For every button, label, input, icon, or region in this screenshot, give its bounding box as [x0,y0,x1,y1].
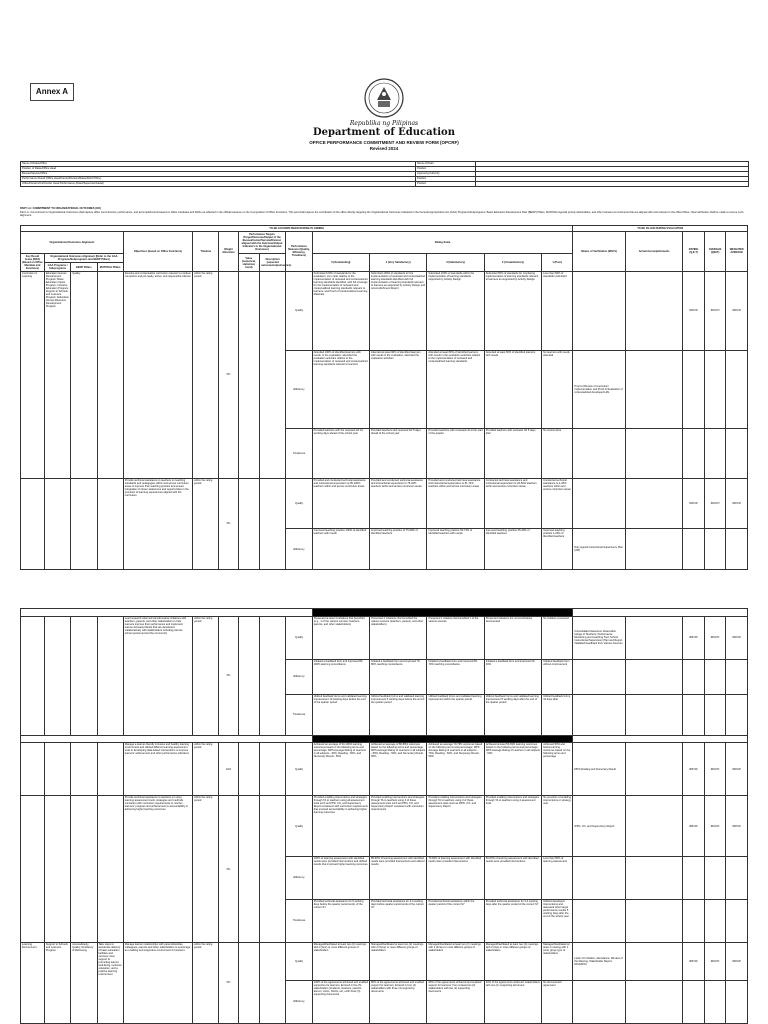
rating-r5: Attended 100% of identified learners with needs. in the evaluation; attended the evaluation activities relative to the implementation of reviewed and contextualized learning standards relevant to learners [312,350,369,429]
rating-r4: 85-99% of learning assessment with identified needs were provided interventions and utilized results [370,856,427,899]
weighted-cell [726,529,748,570]
rating-r5: Managed/Facilitated at least two (2) meetings with 3 (four) or more different groups of stakeholders [312,942,369,980]
form-title: OFFICE PERFORMANCE COMMITMENT AND REVIEW FORM (OPCRF) [309,140,459,145]
info-left-label: Position of Ratee/Office Head [21,167,416,172]
weighted-cell [726,856,748,899]
measure-row [21,796,748,857]
measure-type: Efficiency [286,659,312,694]
weighted-cell: #DIV/0! [726,942,748,980]
rating-r5: Provided enabling interventions and strategies through TA to teachers using all assessment tools such as IPPD, CO, and Supervisory Report consistent with curriculum requirements that ensured accountability in achieving higher learning outcomes [312,796,369,857]
row-objective: Provide technical assistance to teachers on using learning assessment tools, strategies and methods consistent with curriculum requirements to monitor learners' progress and achievement to accountability in achieving higher learning outcomes [123,796,192,943]
rating-r1: Utilized feedback forms 10 days after [542,695,573,735]
rating-r5: Provided and conducted technical assistance and instructional supervision to 95-100% teachers within and across curriculum areas [312,478,369,529]
mov-cell: Letter of Invitation; Attendance; Minutes of the Meeting; Stakeholder Report; MOA/MOU [573,942,626,980]
row-kra [21,478,45,569]
average-cell: #DIV/0! [704,942,726,980]
row-weight: 5% [219,478,238,569]
rating-r3: Achieved an average 70-79% outcomes based on the following terms and percentage: MPS Average Rating of Learners in all subjects - 70%, Reading - 50%, and Numeracy Result - 50% [427,743,484,796]
rating-r4: Provided technical assistance for 3-4 working days before quarter period ends of the current SY [370,899,427,942]
deped-seal-logo [364,78,404,118]
annex-label: Annex A [30,83,74,101]
rating-r5: Utilized feedback forms and validated learning improvement 10 working days before the end of the quarter period [312,695,369,735]
rating-r5: Provided technical assistance for 5 working days before the quarter period ends, of the current SY [312,899,369,942]
row-matatag [97,796,123,943]
rating-r2: 40% of the agreements achieved; stakeholders with one (1) supporting document [484,980,541,1023]
rating-r2: Initiated a feedback form and improved 20-49% [484,659,541,694]
row-gaa [44,796,70,943]
department-title: Department of Education [313,127,455,138]
rating-r1: No documented agreement [542,980,573,1023]
mov-cell: Duly signed Instructional Supervisory Plan (ISP) [573,529,626,570]
row-weight: 10% [219,743,238,796]
rating-r1: Managed/Facilitated at least 1 meeting with 1 (one) group type of stakeholders [542,942,573,980]
average-cell [704,529,726,570]
rating-cell [683,659,705,694]
rating-r5: Presented at least 3 initiatives that benefited (e.g., 1 of the various sources: teachers, parents, and other stakeholders) [312,616,369,659]
weight-heading: Weight Allocation [219,231,238,271]
info-value [476,182,749,187]
measure-row [21,272,748,351]
info-right-label: Position [416,182,476,187]
section-band [21,735,748,743]
row-objective: Manage a learner-friendly inclusive and healthy learning environment and utilized different learning assessment tools in developing data-based interventions to improve learners' achievement and other performance indicators [123,743,192,796]
row-matatag [97,272,123,479]
rating-r2: Improved teaching practice 25-49% of identified teachers [484,529,541,570]
mov-cell: Consolidated classroom observation ratings of Teachers; Performance Monitoring and Coaching Tool; School Instructional Supervisory Plan and Report; Validated Feedback from Various Sources [573,616,626,659]
oo-heading: Organizational Outcomes Alignment (Refer to the GAA Programs/Subprograms and BEDP Pillars) [44,254,123,263]
mov-cell: IPPD, CO, and Supervisory Report [573,796,626,857]
rating-r2: Provided enabling interventions and strategies through TA to teachers using 2 assessment tools [484,796,541,857]
rating-r4: Provided teachers with reviewed LR 5 days ahead of the school year [370,429,427,478]
row-weight: 5% [219,272,238,479]
timeline-heading: Timeline [193,231,219,271]
row-timeline: within the rating period [193,272,219,479]
mov-heading: Means of Verification (MOVs) [573,231,626,271]
gaa-heading: GAA Programs / Subprograms [44,263,70,272]
rating-r2: Attended at least 60% of identified learners with needs [484,350,541,429]
rating-r3: Provided enabling interventions and strategies through TA to teachers using 3 of these assessment tools such as IPPD, CO, and Supervisory Report [427,796,484,857]
weighted-cell: #DIV/0! [726,796,748,857]
row-target-description [260,478,286,569]
rating-r3: Attended at least 80% of identified learners with needs in the evaluation activities relative to the implementation of reviewed and contextualized learning standards [427,350,484,429]
row-target-description [260,743,286,796]
row-bedp [71,616,97,735]
rating-r2: Submitted 50% of standards for monitoring implementation of learning standards relevant to learners as supported by Activity Design [484,272,541,351]
row-matatag: Take steps to accelerate delivery of basic education facilities and services; Give support to promoting learner well-being, inclusive education, and a positive learning environment [97,942,123,1023]
band-black [312,735,573,743]
rating-r3: Managed/Facilitated at least two (2) meetings with 2 (three) or more different groups of stakeholders [427,942,484,980]
row-gaa [44,616,70,735]
rating-2-heading: 2 (Unsatisfactory) [484,254,541,272]
info-right-label: Position [416,167,476,172]
info-left-label: Performance Period (Office Head/Center/Division/Ratee/Field Office) [21,177,416,182]
measure-type: Quality [286,272,312,351]
actual-heading: Actual Accomplishments [625,231,682,271]
rating-r2: Provided teachers with reviewed LR 5 days after [484,429,541,478]
rating-r1: Less than 50% of standards submitted [542,272,573,351]
matatag-heading: MATATAG Pillars [97,263,123,272]
rating-cell: #DIV/0! [683,743,705,796]
actual-cell [625,695,682,735]
actual-cell [625,429,682,478]
mov-cell [573,478,626,529]
targets-heading: Performance Targets (Target/Outcome/Output of the Bureau/Center/Service/Division aligned with the Outcome/Output Indicators in the Organizational Outcomes) [238,231,286,253]
row-objective: Lead research-informed transformative initiatives with teachers, parents, and other stakeholders to help learners improve their performance and implement learner-focused policies that are developed collaboratively with stakeholders including parents, school personnel and the community [123,616,192,735]
rating-r3: Provided and conducted technical assistance and instructional supervision to 51-74% teachers within and across curriculum areas [427,478,484,529]
measure-type: Timeliness [286,429,312,478]
rating-r5: Achieved an average of 90-100% learning outcomes based on the following terms and percentage: MPS Average Rating of Learners in all subjects - 90%, Reading - 50%, and Numeracy Result - 50% [312,743,369,796]
average-cell: #DIV/0! [704,478,726,529]
actual-cell [625,899,682,942]
weighted-cell [726,429,748,478]
weighted-cell [726,695,748,735]
republic-label: Republika ng Pilipinas [349,120,419,127]
row-weight: 5% [219,616,238,735]
row-target-description [260,272,286,479]
row-timeline: within the rating period [193,942,219,1023]
measure-type: Timeliness [286,899,312,942]
row-target-value [238,272,260,479]
info-left-label: Name of Ratee/Office [21,162,416,167]
mov-cell: MPS Reading and Numeracy Result [573,743,626,796]
row-bedp: Quality [71,272,97,479]
rating-r5: 100% of learning assessment with identified needs were provided interventions and utilized results that improved higher learning outcomes [312,856,369,899]
row-target-value [238,942,260,1023]
actual-cell [625,478,682,529]
weighted-cell [726,350,748,429]
rating-1-heading: 1 (Poor) [542,254,573,272]
band-spacer [21,735,313,743]
actual-cell [625,272,682,351]
measure-type: Efficiency [286,350,312,429]
opcrf-table-page-1 [20,225,748,570]
ratee-info-table [20,161,749,187]
rating-r4: Attended at least 90% of identified learners with needs in the evaluation; attended the evaluation activities [370,350,427,429]
rating-3-heading: 3 (Satisfactory) [427,254,484,272]
row-weight: 5% [219,942,238,1023]
rating-r4: Improved teaching practice of 75-99% of identified teachers [370,529,427,570]
rating-r1: No provision of enabling interventions or strategy sets [542,796,573,857]
measure-type: Quality [286,942,312,980]
rating-r1: Conducted technical assistance to 1-25% teachers within and across curriculum areas [542,478,573,529]
description-heading: Description (expected outcome/output/service) [260,254,286,272]
weighted-cell: #DIV/0! [726,743,748,796]
row-timeline: within the rating period [193,616,219,735]
measure-type: Quality [286,796,312,857]
rating-r5: Improved teaching practice 100% of identified teachers with needs [312,529,369,570]
rating-r2: Presented initiatives but no beneficiaries documented [484,616,541,659]
measure-type: Timeliness [286,695,312,735]
row-gaa [44,478,70,569]
rating-cell: #DIV/0! [683,478,705,529]
average-cell [704,980,726,1023]
rating-r1: Achieved 50% and below learning outcomes based on the following terms and percentage [542,743,573,796]
rating-r1: Utilized developed interventions and assessed other target performance results 5 working days after the end of the school year [542,899,573,942]
rating-r2: Managed/Facilitated at least two (2) meetings with 2 (two) or more different groups of stakeholders [484,942,541,980]
average-cell [704,659,726,694]
planning-heading: TO BE ACCOMPLISHED DURING PLANNING [21,226,573,232]
rating-4-heading: 4 (Very Satisfactory) [370,254,427,272]
row-target-value [238,743,260,796]
rating-r2: Achieved at least 50-69% learning outcomes based on the following terms and percentage: MPS Average Rating of Learners in all subjects - 50% [484,743,541,796]
part1-description: Part I-A. Commitment to Organizational Outcomes shall capture office commitments, performance, and accomplishments based on office mandates and KRAs as reflected in the official issuance on the Composition of Office Functions. This part shall capture the contribution of the office directly targeting the Organizational Outcomes indicated in the General Appropriation Act (GAA) Programs/Subprograms, Basic Education Development Plan (BEDP) Pillars, MATATAG Agenda priority deliverables, and other relevant commitments that are aligned with and relevant to the office KRAs. Clear attribution shall be made to ensure such alignment. [20,211,744,217]
band-spacer [573,609,748,617]
rating-r4: Utilized feedback forms and validated learning improvement 5 working days before the end of the quarter period [370,695,427,735]
rating-r1: No review done [542,429,573,478]
actual-cell [625,350,682,429]
measure-type: Efficiency [286,529,312,570]
measure-type: Quality [286,743,312,796]
mov-cell [573,695,626,735]
actual-cell [625,856,682,899]
rating-r3: Improved teaching practice 50-74% of identified teachers with needs [427,529,484,570]
rating-r4: Submitted 100% of standards for the implementation of reviewed and contextualized learning standards identified with full implementation of learning standards relevant to learners as supported by Activity Design and Accomplishment Report [370,272,427,351]
rating-cell [683,429,705,478]
rating-r3: Provided teachers with reviewed LR at the start of the quarter [427,429,484,478]
row-timeline: within the rating period [193,743,219,796]
rating-cell [683,695,705,735]
row-target-value [238,796,260,943]
measure-type: Efficiency [286,856,312,899]
average-cell [704,899,726,942]
actual-cell [625,529,682,570]
rating-cell [683,350,705,429]
row-matatag [97,478,123,569]
rating-r3: Utilized feedback forms and validated learning improvement within the quarter period [427,695,484,735]
rating-r3: Initiated a feedback form and improved 50-70% reaching concordance [427,659,484,694]
row-matatag [97,616,123,735]
rating-r1: Less than 50% of learning assessment [542,856,573,899]
measure-type: Efficiency [286,980,312,1023]
rating-cell [683,899,705,942]
weighted-cell: #DIV/0! [726,616,748,659]
weighted-cell [726,980,748,1023]
info-right-label: Position [416,177,476,182]
rating-heading: RATING (Q,E,T) [683,231,705,271]
rating-r3: Presented 1 initiative that benefited 1 of the various sources [427,616,484,659]
value-heading: Value (numerical, statistical, trend) [238,254,260,272]
row-kra [21,796,45,943]
row-bedp: Access/Equity, Quality, Resiliency & Well-being [71,942,97,1023]
info-left-label: Office/Division/Unit/Center Head Performance (Rater/Supervisor/Head) [21,182,416,187]
row-bedp [71,478,97,569]
kra-heading: Key Result Areas (KRA) (Based on Office Mandate and Functions) [22,255,43,271]
rating-cell [683,529,705,570]
rating-r4: Presented 2 initiatives that benefited the various sources (teachers, parents, and other stakeholders) [370,616,427,659]
mov-cell [573,272,626,351]
row-target-description [260,796,286,943]
rating-cell: #DIV/0! [683,796,705,857]
rating-r4: Initiated a feedback form and improved 70-80% reaching concordance [370,659,427,694]
rating-5-heading: 5 (Outstanding) [312,254,369,272]
actual-cell [625,743,682,796]
row-target-description [260,616,286,735]
weighted-cell [726,659,748,694]
rating-cell: #DIV/0! [683,616,705,659]
average-cell: #DIV/0! [704,743,726,796]
alignment-heading: Organizational Outcomes Alignment [21,231,124,253]
row-gaa: Education Human Development Program: Basic Education Inputs Program; Inclusive Education Program; Support to Schools and Learners Program; Education Human Resource Development Program [44,272,70,479]
actual-cell [625,796,682,857]
rating-r1: No initiative presented [542,616,573,659]
mov-cell [573,429,626,478]
rating-r5: Provided teachers with the reviewed LR 10 working days ahead of the school year [312,429,369,478]
rating-cell [683,856,705,899]
row-bedp [71,796,97,943]
weighted-cell [726,899,748,942]
measure-row [21,616,748,659]
average-cell [704,350,726,429]
actual-cell [625,942,682,980]
row-timeline: within the rating period [193,796,219,943]
row-kra [21,616,45,735]
rating-r4: Provided enabling interventions and strategies through TA to teachers using 4 of these assessment tools such as IPPD, CO, and Supervisory Report consistent with curriculum requirements [370,796,427,857]
row-objective: Manage learner relationships with parents/families, colleagues, parents and other stakeholders to encourage an enabling and supportive environment for learners [123,942,192,1023]
average-cell [704,856,726,899]
measure-row [21,743,748,796]
measure-row [21,942,748,980]
weighted-heading: WEIGHTED AVERAGE [726,231,748,271]
row-target-value [238,616,260,735]
info-left-label: Bureau/Service/Office [21,172,416,177]
average-cell [704,429,726,478]
average-cell: #DIV/0! [704,272,726,351]
opcrf-table-page-2 [20,608,748,1024]
row-target-value [238,478,260,569]
weighted-cell: #DIV/0! [726,272,748,351]
objectives-heading: Objectives (based on Office Functions) [123,231,192,271]
mov-cell [573,856,626,899]
measure-row [21,478,748,529]
row-target-description [260,942,286,1023]
actual-cell [625,980,682,1023]
info-row [21,182,749,187]
row-timeline: within the rating period [193,478,219,569]
row-bedp [71,743,97,796]
mov-cell [573,899,626,942]
rating-r3: Provided technical assistance within the quarter period of the current SY [427,899,484,942]
section-band [21,609,748,617]
band-spacer [21,609,313,617]
evaluation-heading: TO BE FILLED DURING EVALUATION [573,226,748,232]
revised-label: Revised 2024 [369,146,399,151]
part1-title: PART I-A: COMMITMENT TO ORGANIZATIONAL OUTCOMES (OO) [20,207,101,210]
row-gaa: Support to Schools and Learners Program [44,942,70,1023]
row-kra [21,743,45,796]
rating-r1: Initiated feedback form without improvement [542,659,573,694]
rating-cell [683,980,705,1023]
rating-r2: Utilized feedback forms and validated learning improvement 5 working days after the end of the quarter period [484,695,541,735]
row-kra: Learning Environment [21,942,45,1023]
row-weight: 5% [219,796,238,943]
rating-r2: Conducted technical assistance and instructional supervision to 26-50% teachers within and across curriculum areas [484,478,541,529]
mov-cell: Proof of Review of Curriculum Implementation and Proof of Evaluation of contextualized developed LMs [573,350,626,429]
rating-r3: 60% of the agreements achieved and enabled support for learners; from at least two (2) stakeholders with two (2) supporting documents [427,980,484,1023]
band-black [312,609,573,617]
row-matatag [97,743,123,796]
row-kra: Curriculum & Learning [21,272,45,479]
rating-r4: Managed/Facilitated at least two (2) meetings with 2 (three) or more different groups of stakeholders [370,942,427,980]
rating-r5: Initiated a feedback form and improved 80-100% learning concordance [312,659,369,694]
rating-r5: 100% of the agreements achieved and enabled supportive for learners; Entered in five (5) stakeholders (students, teachers, parents, alumni, LGUs, NGOs, etc.) with three (3) supporting documents [312,980,369,1023]
row-gaa [44,743,70,796]
rating-r2: Provided technical assistance for 3-4 working days after the quarter ended of the current SY [484,899,541,942]
mov-cell [573,980,626,1023]
rating-r5: Submitted 100% of standards for the evaluation; very clear relative to the implementation of reviewed and contextualized learning standards identified, with full coverage for the implementation of reviewed and contextualized learning standards relevant to learners; and Proof of Contextualized Learning Materials [312,272,369,351]
rating-cell: #DIV/0! [683,272,705,351]
rating-r1: No learners with needs attended [542,350,573,429]
average-heading: AVERAGE (Q/E/T) [704,231,726,271]
rating-r3: 70-84% of learning assessment with identified needs were provided interventions [427,856,484,899]
mov-cell [573,659,626,694]
actual-cell [625,659,682,694]
rating-cell: #DIV/0! [683,942,705,980]
average-cell: #DIV/0! [704,616,726,659]
rating-r2: 50-69% of learning assessment with identified needs were provided interventions [484,856,541,899]
measure-type: Quality [286,478,312,529]
actual-cell [625,616,682,659]
weighted-cell: #DIV/0! [726,478,748,529]
rating-r3: Submitted 100% of standards within the implementation of learning standards supported by Activity Design [427,272,484,351]
average-cell [704,695,726,735]
measure-type: Quality [286,616,312,659]
rating-r4: Achieved an average of 80-89% outcomes based on the following terms and percentage: MPS Average Rating of Learners in all subjects - 80%, Reading - 50%, and Numeracy Result - 50% [370,743,427,796]
info-right-label: Approving Authority [416,172,476,177]
measure-heading: Performance Measure (Quality, Efficiency, Timeliness) [286,231,312,271]
rating-r4: 80% of the agreements achieved and enabled support for learners; Entered in four (4) stakeholders with three (3) supporting documents [370,980,427,1023]
rating-r1: Improved teaching practice 1-24% of identified teachers [542,529,573,570]
band-spacer [573,735,748,743]
bedp-heading: BEDP Pillars [71,263,97,272]
rating-scale-heading: Rating Scale [312,231,573,253]
row-objective: Develop and contextualize curriculum relevant to produce competent and job-ready, active, and responsible citizens [123,272,192,479]
average-cell: #DIV/0! [704,796,726,857]
info-right-label: Name of Rater [416,162,476,167]
rating-r4: Provided and conducted technical assistance and instructional supervision to 75-94% teachers within and across curriculum areas [370,478,427,529]
row-objective: Provide technical assistance to teachers on teaching standards and pedagogies within and across curriculum areas to improve their teaching practice and ensure integration of career awareness and opportunities in the provision of learning experiences aligned with the curriculum [123,478,192,569]
